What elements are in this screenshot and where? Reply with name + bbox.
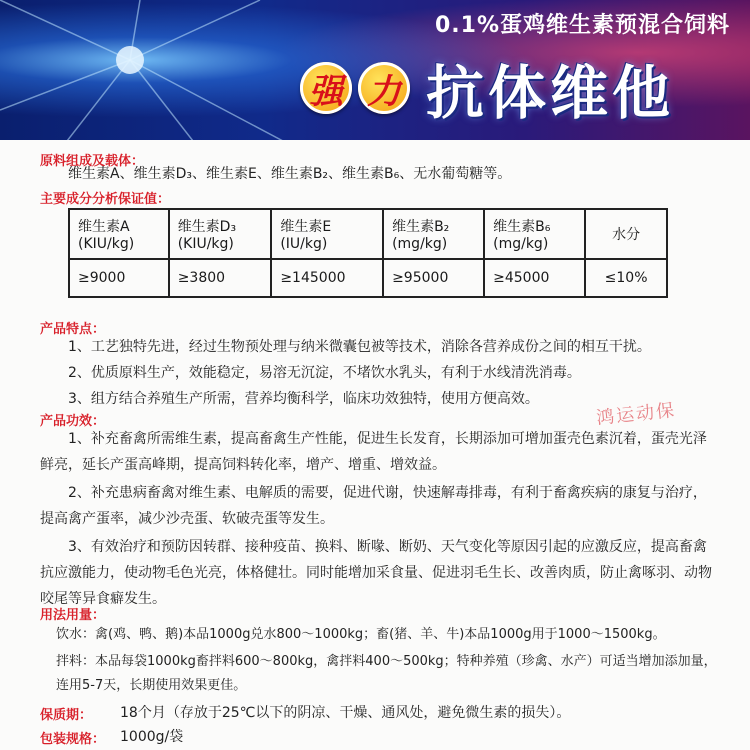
spec-header-cell: 水分	[585, 209, 667, 259]
spec-header-cell: 维生素B₆ (mg/kg)	[484, 209, 585, 259]
product-banner	[0, 0, 750, 150]
feature-item-3: 3、组方结合养殖生产所需，营养均衡科学，临床功效独特，使用方便高效。	[68, 391, 539, 407]
spec-header-cell: 维生素B₂ (mg/kg)	[383, 209, 484, 259]
spec-header-cell: 维生素D₃ (KIU/kg)	[169, 209, 272, 259]
usage-mix: 拌料：本品每袋1000kg畜拌料600～800kg，禽拌料400～500kg；特种养殖（珍禽、水产）可适当增加添加量，连用5-7天，长期使用效果更佳。	[56, 654, 717, 693]
spec-header-cell: 维生素A (KIU/kg)	[69, 209, 169, 259]
feature-item-1: 1、工艺独特先进，经过生物预处理与纳米微囊包被等技术，消除各营养成份之间的相互干扰。	[68, 339, 651, 355]
effects-heading: 产品功效：	[40, 414, 106, 429]
title-badge-1: 强	[300, 62, 352, 114]
shelf-text: 18个月（存放于25℃以下的阴凉、干燥、通风处，避免微生素的损失）。	[120, 705, 571, 721]
ingredients-heading: 原料组成及载体：	[40, 154, 145, 169]
guarantee-heading: 主要成分分析保证值：	[40, 192, 171, 207]
effect-item-3: 3、有效治疗和预防因转群、接种疫苗、换料、断喙、断奶、天气变化等原因引起的应激反应，提高畜禽抗应激能力，使动物毛色光亮，体格健壮。同时能增加采食量、促进羽毛生长、改善肉质，防止禽啄羽、动物咬尾等异食癖发生。	[40, 539, 712, 607]
spec-value-cell: ≤10%	[585, 259, 667, 297]
spec-table	[68, 208, 668, 298]
shelf-heading: 保质期：	[40, 708, 93, 723]
spec-value-row	[69, 259, 667, 297]
features-heading: 产品特点：	[40, 322, 106, 337]
usage-heading: 用法用量：	[40, 608, 106, 623]
product-title-group	[300, 46, 674, 130]
product-title: 抗体维他	[426, 59, 675, 127]
feature-item-2: 2、优质原料生产，效能稳定，易溶无沉淀，不堵饮水乳头，有利于水线清洗消毒。	[68, 365, 581, 381]
spec-value-cell: ≥3800	[169, 259, 272, 297]
product-subtitle: 0.1%蛋鸡维生素预混合饲料	[434, 13, 730, 38]
spec-header-cell: 维生素E (IU/kg)	[271, 209, 383, 259]
spec-value-cell: ≥145000	[271, 259, 383, 297]
effect-item-1: 1、补充畜禽所需维生素，提高畜禽生产性能，促进生长发育，长期添加可增加蛋壳色素沉着，蛋壳光泽鲜亮，延长产蛋高峰期，提高饲料转化率，增产、增重、增效益。	[40, 431, 707, 473]
spec-value-cell: ≥9000	[69, 259, 169, 297]
spec-value-cell: ≥45000	[484, 259, 585, 297]
brand-watermark: 鸿运动保	[595, 399, 678, 430]
package-heading: 包装规格：	[40, 732, 106, 747]
spec-header-row	[69, 209, 667, 259]
spec-value-cell: ≥95000	[383, 259, 484, 297]
title-badge-2: 力	[358, 62, 410, 114]
effect-item-2: 2、补充患病畜禽对维生素、电解质的需要，促进代谢，快速解毒排毒，有利于畜禽疾病的康复与治疗，提高禽产蛋率，减少沙壳蛋、软破壳蛋等发生。	[40, 485, 707, 527]
package-text: 1000g/袋	[120, 729, 184, 745]
ingredients-text: 维生素A、维生素D₃、维生素E、维生素B₂、维生素B₆、无水葡萄糖等。	[68, 166, 512, 182]
usage-drink: 饮水：禽(鸡、鸭、鹅)本品1000g兑水800～1000kg；畜(猪、羊、牛)本品1000g用于1000～1500kg。	[56, 627, 666, 642]
